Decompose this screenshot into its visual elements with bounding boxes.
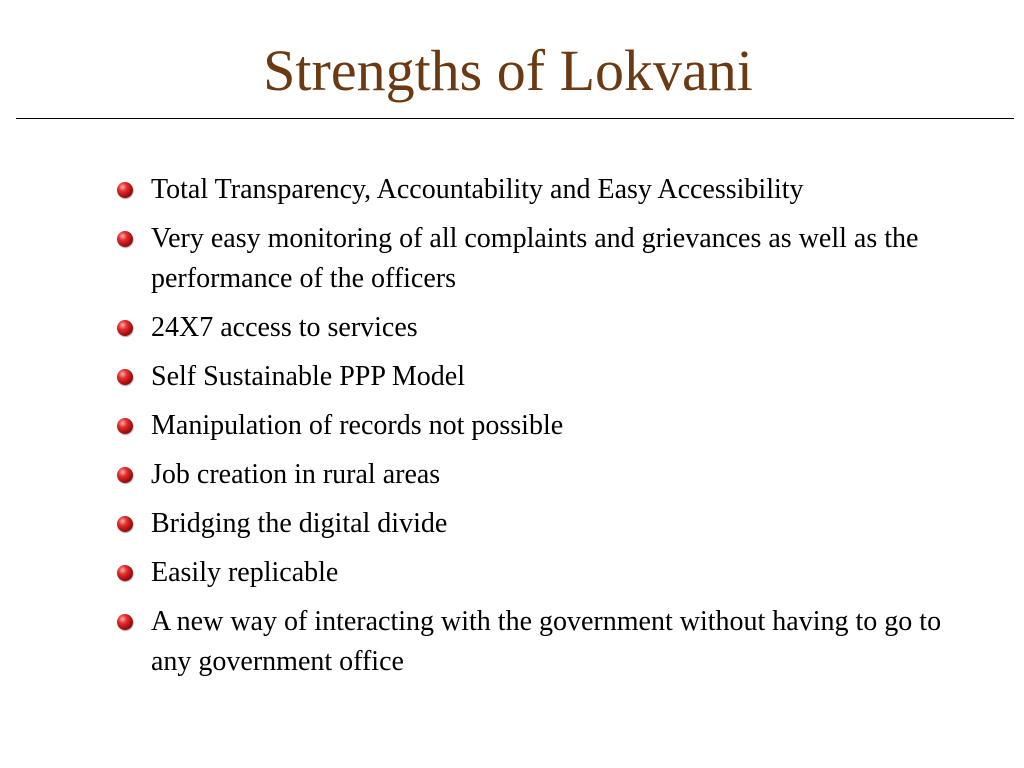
bullet-item [114, 602, 974, 682]
slide-title: Strengths of Lokvani [263, 38, 753, 103]
red-sphere-bullet-icon [117, 182, 133, 198]
bullet-text: Easily replicable [151, 557, 339, 588]
bullet-item [114, 553, 974, 593]
red-sphere-bullet-icon [117, 231, 133, 247]
bullet-text: A new way of interacting with the government without having to go to any government office [151, 606, 942, 677]
title-divider [16, 118, 1014, 119]
bullet-text: Self Sustainable PPP Model [151, 361, 465, 392]
bullet-item [114, 504, 974, 544]
red-sphere-bullet-icon [117, 516, 133, 532]
bullet-text: 24X7 access to services [151, 312, 418, 343]
bullet-text: Bridging the digital divide [151, 508, 448, 539]
bullet-item [114, 406, 974, 446]
bullet-item [114, 219, 974, 299]
bullet-text: Manipulation of records not possible [151, 410, 564, 441]
bullet-text: Very easy monitoring of all complaints and grievances as well as the performance of the officers [151, 223, 919, 294]
bullet-item [114, 455, 974, 495]
bullet-text: Total Transparency, Accountability and Easy Accessibility [151, 174, 804, 205]
bullet-list [114, 170, 974, 691]
bullet-item [114, 170, 974, 210]
red-sphere-bullet-icon [117, 565, 133, 581]
red-sphere-bullet-icon [117, 369, 133, 385]
red-sphere-bullet-icon [117, 614, 133, 630]
red-sphere-bullet-icon [117, 467, 133, 483]
bullet-text: Job creation in rural areas [151, 459, 441, 490]
bullet-item [114, 308, 974, 348]
red-sphere-bullet-icon [117, 320, 133, 336]
red-sphere-bullet-icon [117, 418, 133, 434]
bullet-item [114, 357, 974, 397]
